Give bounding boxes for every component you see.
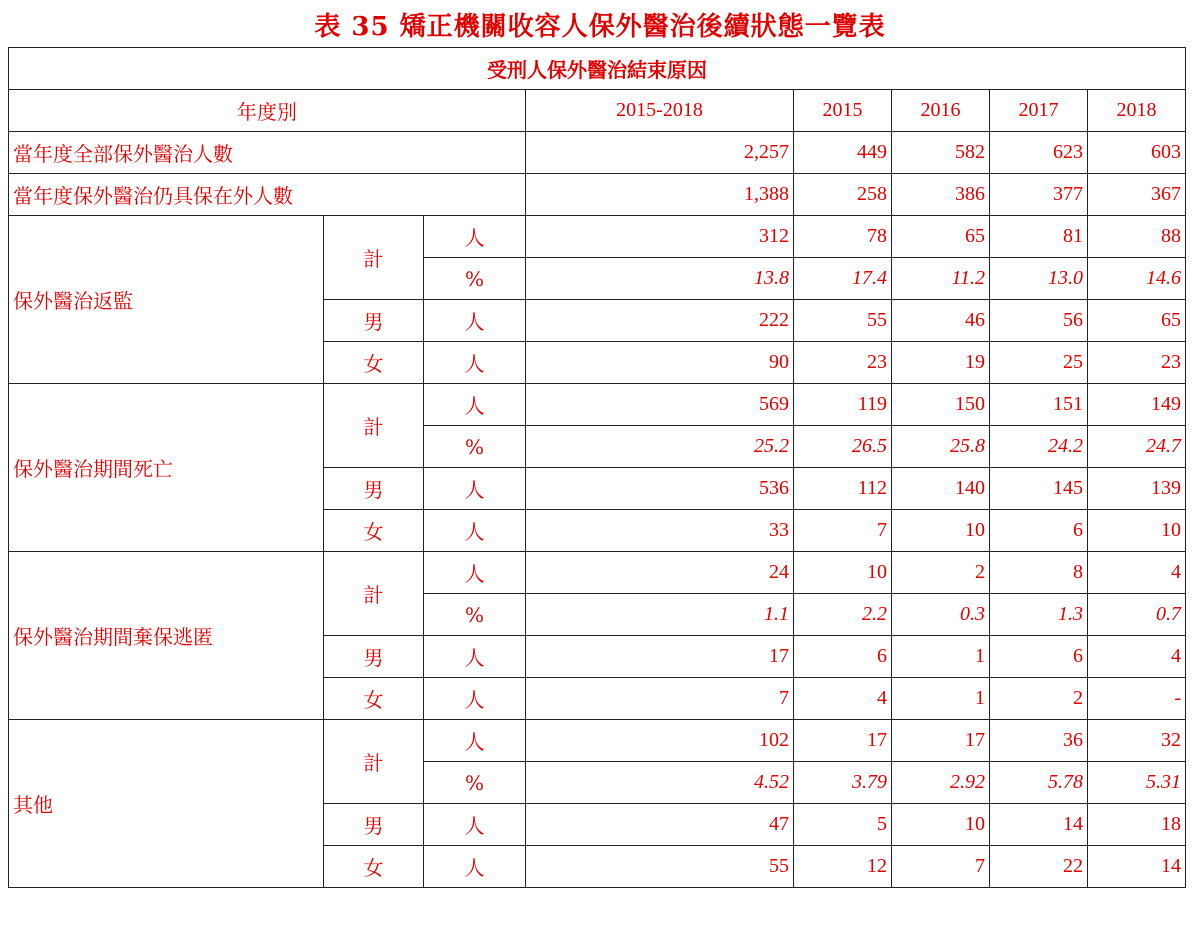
value-cell: 569 [526,384,794,426]
percent-cell: 25.8 [892,426,990,468]
unit-label: 人 [424,510,526,552]
unit-label: 人 [424,720,526,762]
value-cell: 536 [526,468,794,510]
value-cell: 4 [1088,636,1186,678]
year-header: 2016 [892,90,990,132]
page-title: 表 35 矯正機關收容人保外醫治後續狀態一覽表 [314,12,886,42]
value-cell: 10 [892,510,990,552]
value-cell: 25 [990,342,1088,384]
unit-label: % [424,258,526,300]
value-cell: 5 [794,804,892,846]
total-label: 計 [324,216,424,300]
value-cell: 24 [526,552,794,594]
percent-cell: 13.0 [990,258,1088,300]
value-cell: 1 [892,678,990,720]
table-row [9,384,1186,426]
unit-label: 人 [424,804,526,846]
unit-label: 人 [424,342,526,384]
percent-cell: 26.5 [794,426,892,468]
female-label: 女 [324,510,424,552]
value-cell: 7 [526,678,794,720]
unit-label: % [424,594,526,636]
group-label: 保外醫治返監 [9,216,324,384]
unit-label: 人 [424,300,526,342]
unit-label: % [424,762,526,804]
value-cell: 10 [1088,510,1186,552]
table-row [9,552,1186,594]
value-cell: 8 [990,552,1088,594]
percent-cell: 1.1 [526,594,794,636]
female-label: 女 [324,678,424,720]
year-header-label: 年度別 [9,90,526,132]
value-cell: 33 [526,510,794,552]
percent-cell: 2.92 [892,762,990,804]
percent-cell: 14.6 [1088,258,1186,300]
value-cell: 36 [990,720,1088,762]
value-cell: 19 [892,342,990,384]
value-cell: 46 [892,300,990,342]
value-cell: 23 [794,342,892,384]
male-label: 男 [324,804,424,846]
group-label: 其他 [9,720,324,888]
value-cell: 623 [990,132,1088,174]
percent-cell: 1.3 [990,594,1088,636]
percent-cell: 5.31 [1088,762,1186,804]
value-cell: 6 [990,510,1088,552]
value-cell: 12 [794,846,892,888]
value-cell: 14 [1088,846,1186,888]
year-header: 2018 [1088,90,1186,132]
unit-label: 人 [424,468,526,510]
value-cell: 18 [1088,804,1186,846]
value-cell: 7 [794,510,892,552]
value-cell: 119 [794,384,892,426]
table-caption: 受刑人保外醫治結束原因 [9,48,1186,90]
percent-cell: 17.4 [794,258,892,300]
value-cell: 151 [990,384,1088,426]
value-cell: 55 [794,300,892,342]
percent-cell: 11.2 [892,258,990,300]
value-cell: 582 [892,132,990,174]
value-cell: 149 [1088,384,1186,426]
value-cell: 6 [990,636,1088,678]
group-label: 保外醫治期間棄保逃匿 [9,552,324,720]
value-cell: 88 [1088,216,1186,258]
value-cell: 32 [1088,720,1186,762]
value-cell: 55 [526,846,794,888]
value-cell: 150 [892,384,990,426]
value-cell: 47 [526,804,794,846]
value-cell: 22 [990,846,1088,888]
value-cell: 65 [892,216,990,258]
value-cell: 78 [794,216,892,258]
unit-label: 人 [424,636,526,678]
group-label: 保外醫治期間死亡 [9,384,324,552]
male-label: 男 [324,468,424,510]
percent-cell: 4.52 [526,762,794,804]
value-cell: 367 [1088,174,1186,216]
value-cell: 2 [990,678,1088,720]
percent-cell: 24.7 [1088,426,1186,468]
table-row [9,720,1186,762]
unit-label: 人 [424,384,526,426]
percent-cell: 0.7 [1088,594,1186,636]
value-cell: 139 [1088,468,1186,510]
percent-cell: 25.2 [526,426,794,468]
value-cell: 2 [892,552,990,594]
value-cell: 102 [526,720,794,762]
percent-cell: 24.2 [990,426,1088,468]
value-cell: 1,388 [526,174,794,216]
value-cell: 23 [1088,342,1186,384]
value-cell: 10 [892,804,990,846]
summary-row [9,174,1186,216]
unit-label: 人 [424,216,526,258]
unit-label: % [424,426,526,468]
total-label: 計 [324,384,424,468]
value-cell: 81 [990,216,1088,258]
year-header: 2015-2018 [526,90,794,132]
percent-cell: 3.79 [794,762,892,804]
value-cell: 17 [526,636,794,678]
value-cell: 6 [794,636,892,678]
female-label: 女 [324,846,424,888]
row-label: 當年度保外醫治仍具保在外人數 [9,174,526,216]
value-cell: 14 [990,804,1088,846]
value-cell: 65 [1088,300,1186,342]
value-cell: 386 [892,174,990,216]
statistics-table [8,47,1186,888]
value-cell: 4 [1088,552,1186,594]
total-label: 計 [324,720,424,804]
percent-cell: 5.78 [990,762,1088,804]
unit-label: 人 [424,846,526,888]
value-cell: 90 [526,342,794,384]
total-label: 計 [324,552,424,636]
value-cell: 222 [526,300,794,342]
unit-label: 人 [424,678,526,720]
summary-row [9,132,1186,174]
value-cell: 2,257 [526,132,794,174]
value-cell: 7 [892,846,990,888]
percent-cell: 0.3 [892,594,990,636]
header-row [9,90,1186,132]
value-cell: 10 [794,552,892,594]
value-cell: 17 [892,720,990,762]
value-cell: 312 [526,216,794,258]
value-cell: 4 [794,678,892,720]
value-cell: 603 [1088,132,1186,174]
value-cell: 377 [990,174,1088,216]
value-cell: 17 [794,720,892,762]
value-cell: 112 [794,468,892,510]
caption-row [9,48,1186,90]
value-cell: 145 [990,468,1088,510]
male-label: 男 [324,300,424,342]
value-cell: - [1088,678,1186,720]
male-label: 男 [324,636,424,678]
value-cell: 449 [794,132,892,174]
percent-cell: 2.2 [794,594,892,636]
value-cell: 56 [990,300,1088,342]
percent-cell: 13.8 [526,258,794,300]
female-label: 女 [324,342,424,384]
value-cell: 1 [892,636,990,678]
table-row [9,216,1186,258]
year-header: 2015 [794,90,892,132]
unit-label: 人 [424,552,526,594]
year-header: 2017 [990,90,1088,132]
value-cell: 140 [892,468,990,510]
row-label: 當年度全部保外醫治人數 [9,132,526,174]
value-cell: 258 [794,174,892,216]
